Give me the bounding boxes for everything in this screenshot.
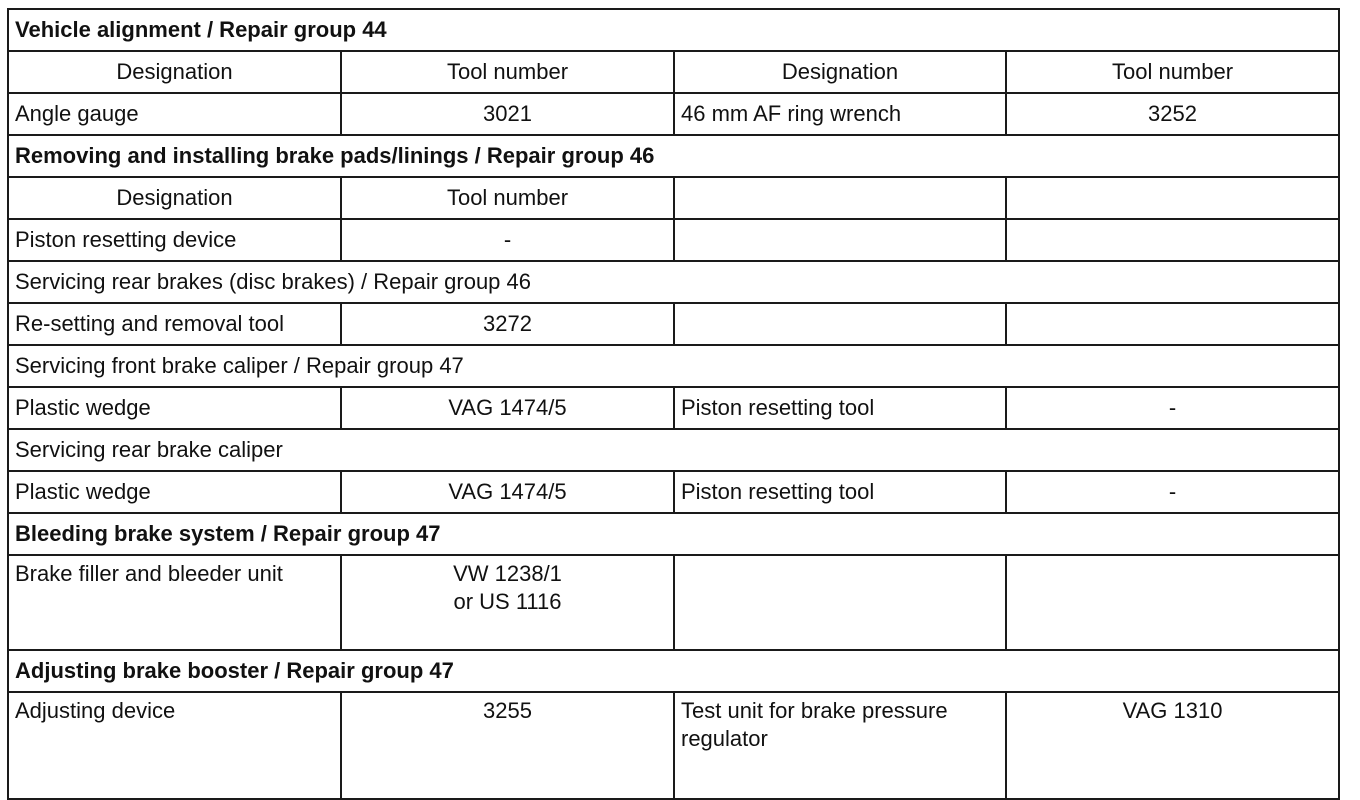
section-header-row: [8, 345, 1339, 387]
table-row: [8, 387, 1339, 429]
empty-cell: [1006, 555, 1339, 650]
section-header-row: [8, 9, 1339, 51]
column-header-designation: Designation: [8, 177, 341, 219]
section-title-brake-pads: Removing and installing brake pads/linings / Repair group 46: [8, 135, 1339, 177]
column-header-tool-number: Tool number: [341, 51, 674, 93]
table-row: [8, 471, 1339, 513]
table-row: [8, 219, 1339, 261]
column-header-tool-number: Tool number: [1006, 51, 1339, 93]
tool-number-cell: 3021: [341, 93, 674, 135]
section-header-row: [8, 261, 1339, 303]
empty-cell: [1006, 303, 1339, 345]
section-title-rear-caliper: Servicing rear brake caliper: [8, 429, 1339, 471]
section-title-front-caliper: Servicing front brake caliper / Repair group 47: [8, 345, 1339, 387]
designation-cell: Re-setting and removal tool: [8, 303, 341, 345]
tool-number-line: or US 1116: [453, 589, 562, 614]
designation-cell: Piston resetting device: [8, 219, 341, 261]
empty-cell: [674, 303, 1006, 345]
designation-cell: Piston resetting tool: [674, 387, 1006, 429]
empty-cell: [674, 177, 1006, 219]
tool-number-cell: -: [341, 219, 674, 261]
column-header-designation: Designation: [8, 51, 341, 93]
column-header-row: [8, 51, 1339, 93]
designation-cell: Brake filler and bleeder unit: [8, 555, 341, 650]
table-row: [8, 555, 1339, 650]
section-title-vehicle-alignment: Vehicle alignment / Repair group 44: [8, 9, 1339, 51]
empty-cell: [674, 219, 1006, 261]
empty-cell: [674, 555, 1006, 650]
designation-cell: Adjusting device: [8, 692, 341, 799]
designation-cell: [674, 692, 1006, 799]
column-header-tool-number: Tool number: [341, 177, 674, 219]
section-header-row: [8, 135, 1339, 177]
designation-line: Test unit for brake pressure: [681, 698, 948, 723]
tool-number-cell: -: [1006, 471, 1339, 513]
table-row: [8, 692, 1339, 799]
empty-cell: [1006, 219, 1339, 261]
designation-cell: Plastic wedge: [8, 471, 341, 513]
tool-number-cell: 3252: [1006, 93, 1339, 135]
tool-number-cell: VAG 1474/5: [341, 387, 674, 429]
column-header-row: [8, 177, 1339, 219]
column-header-designation: Designation: [674, 51, 1006, 93]
section-title-bleeding: Bleeding brake system / Repair group 47: [8, 513, 1339, 555]
designation-cell: Angle gauge: [8, 93, 341, 135]
empty-cell: [1006, 177, 1339, 219]
section-header-row: [8, 513, 1339, 555]
designation-cell: Plastic wedge: [8, 387, 341, 429]
designation-cell: 46 mm AF ring wrench: [674, 93, 1006, 135]
designation-line: regulator: [681, 726, 768, 751]
section-title-booster: Adjusting brake booster / Repair group 47: [8, 650, 1339, 692]
tool-number-cell: -: [1006, 387, 1339, 429]
tool-number-cell: 3255: [341, 692, 674, 799]
table-row: [8, 93, 1339, 135]
tool-number-cell: VAG 1310: [1006, 692, 1339, 799]
special-tools-table: [7, 8, 1340, 800]
tool-number-cell: VAG 1474/5: [341, 471, 674, 513]
section-header-row: [8, 429, 1339, 471]
section-title-rear-brakes: Servicing rear brakes (disc brakes) / Repair group 46: [8, 261, 1339, 303]
designation-cell: Piston resetting tool: [674, 471, 1006, 513]
tool-number-line: VW 1238/1: [453, 561, 562, 586]
table-row: [8, 303, 1339, 345]
tool-number-cell: [341, 555, 674, 650]
section-header-row: [8, 650, 1339, 692]
tool-number-cell: 3272: [341, 303, 674, 345]
